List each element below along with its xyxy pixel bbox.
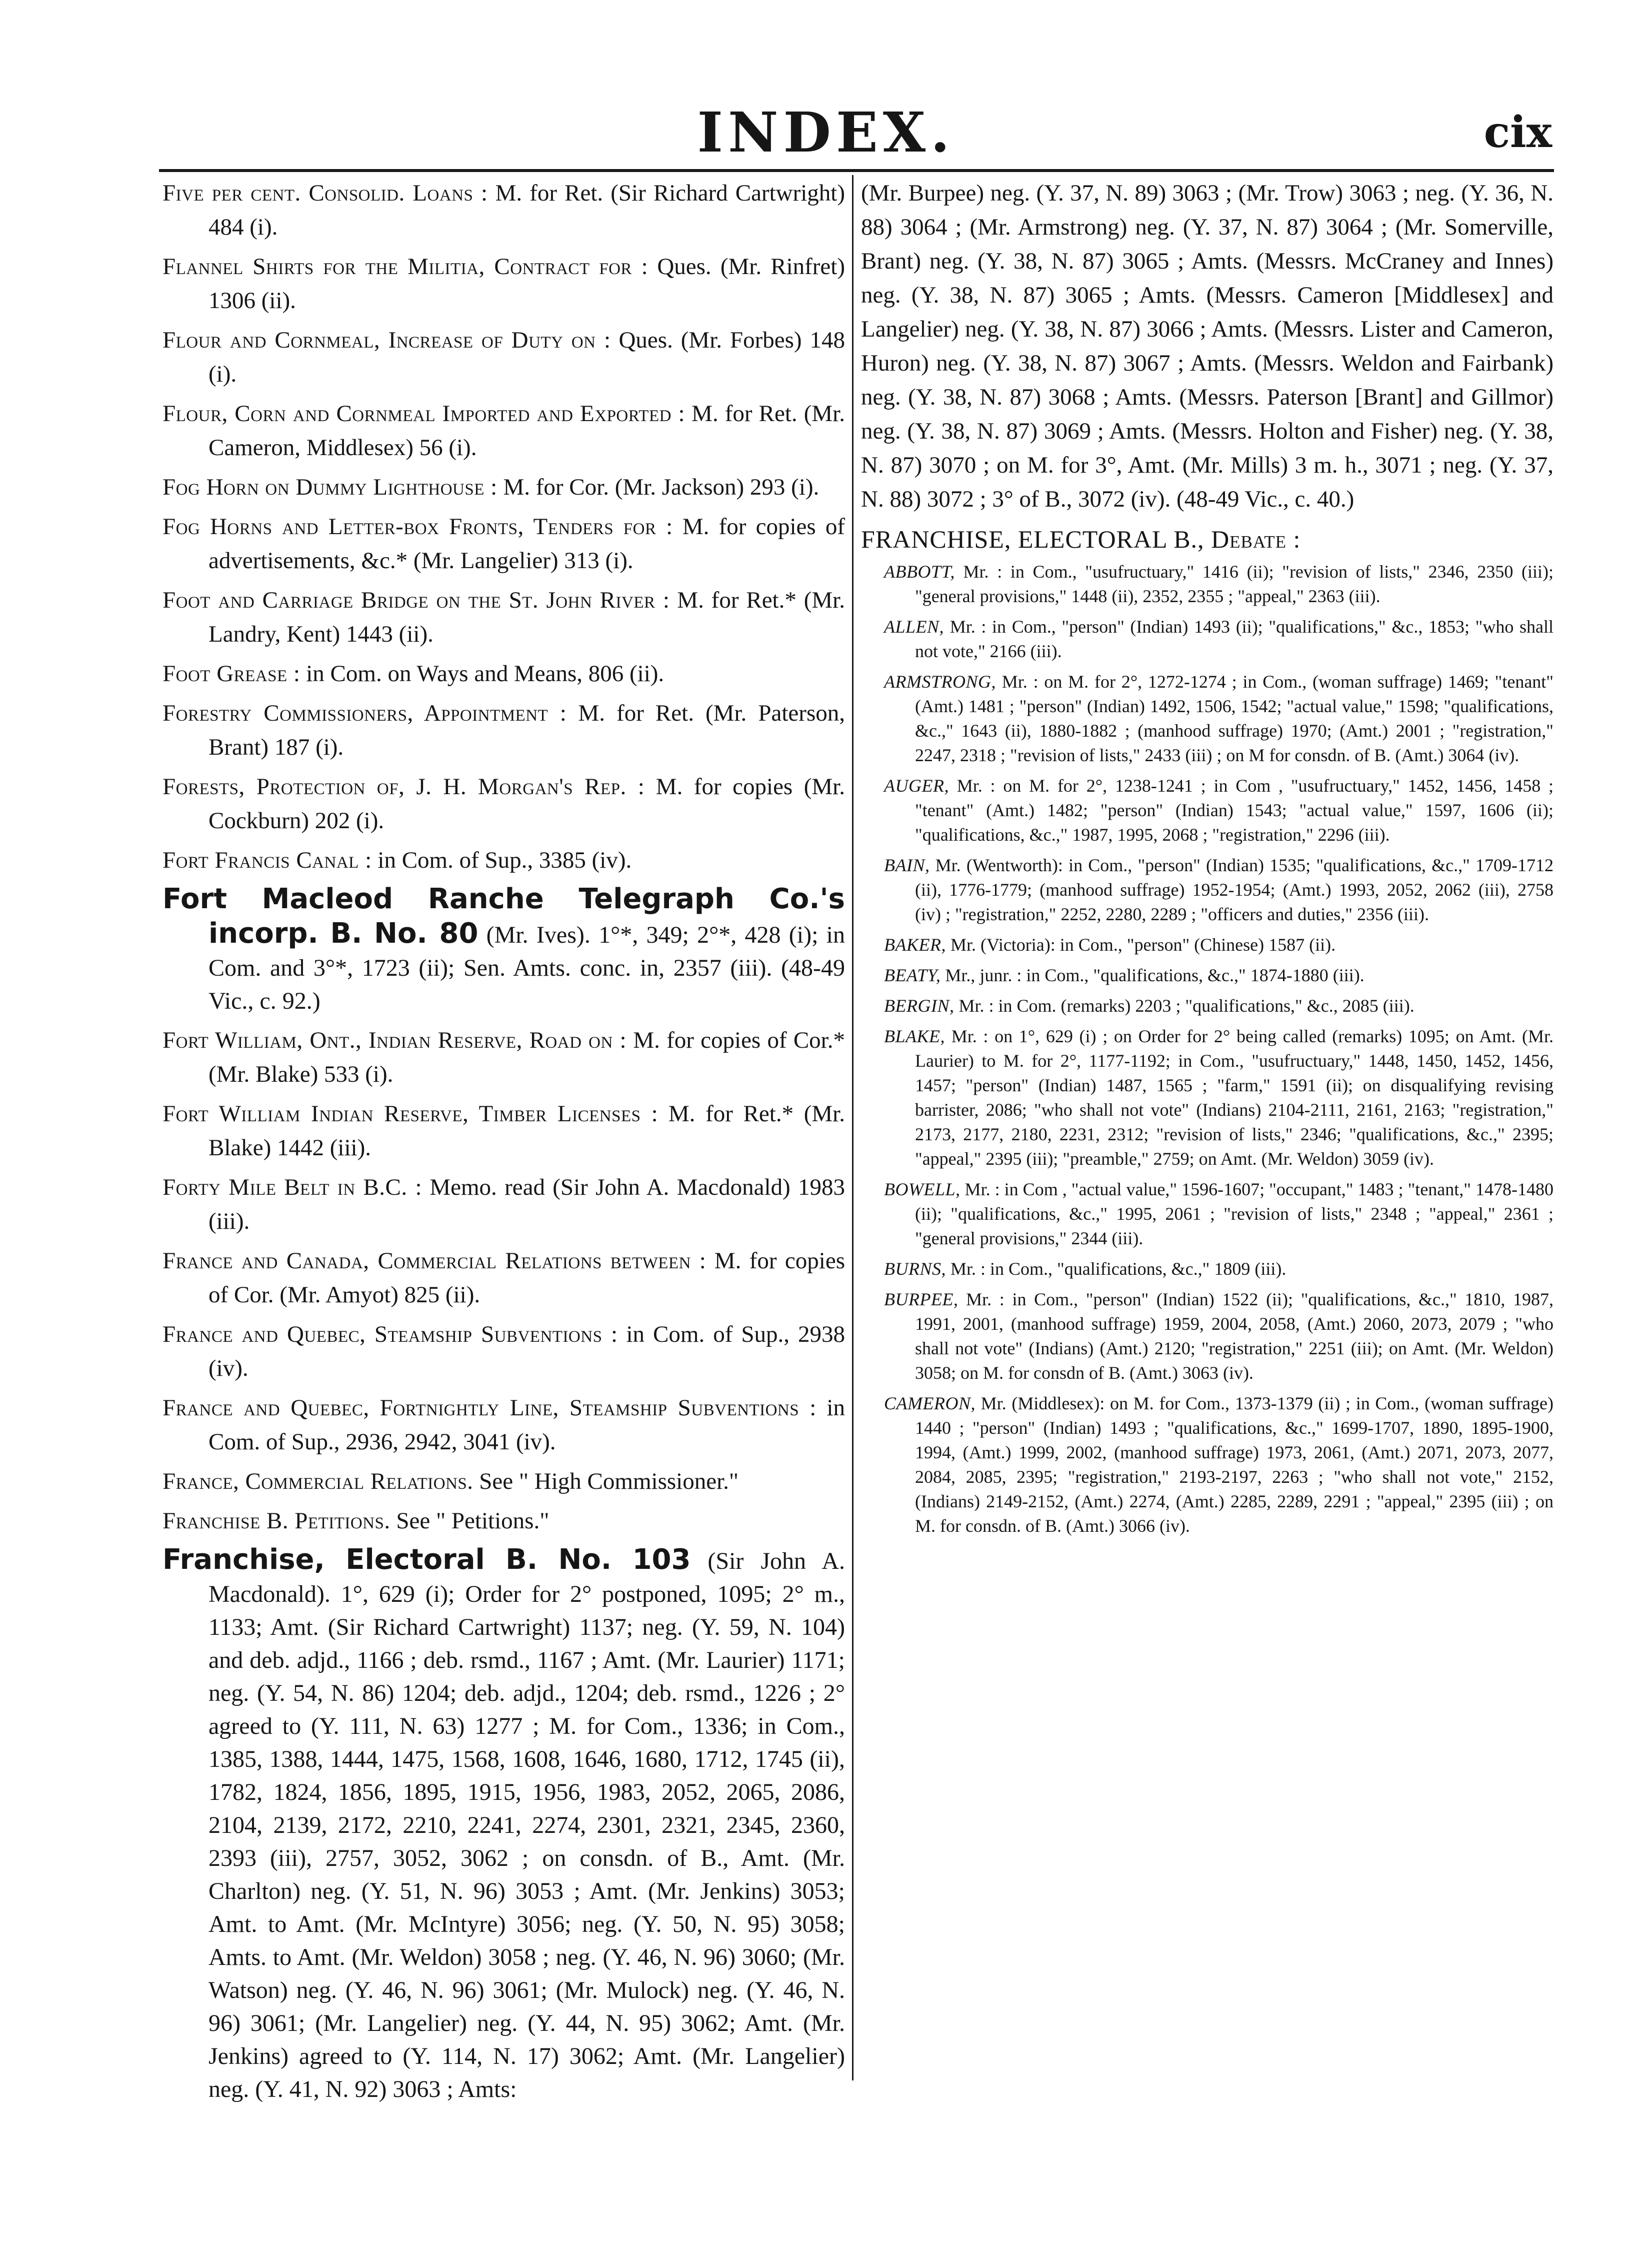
entry-text: Ques. (Mr. Forbes) 148 (i).	[208, 327, 846, 387]
speaker-entry	[861, 1391, 1554, 1538]
entry-text: M. for Ret. (Sir Richard Cartwright) 484 (i).	[208, 180, 846, 240]
index-entry	[162, 843, 845, 877]
index-entry	[162, 1170, 845, 1238]
entry-heading: Forty Mile Belt in B.C. :	[162, 1174, 422, 1200]
speaker-refs: Mr. : in Com., "usufructuary," 1416 (ii); "revision of lists," 2346, 2350 (iii); "general provisions," 1448 (ii), 2352, 2355 ; "appeal," 2363 (iii).	[915, 562, 1554, 606]
speaker-refs: Mr. : in Com., "person" (Indian) 1522 (ii); "qualifications, &c.," 1810, 1987, 1991, 2001, (manhood suffrage) 1959, 2004, 2058, (Amt.) 2060, 2073, 2079 ; "who shall not vote" (Indians) (Amt.) 2120; "registration," 2251 (iii); on Amt. (Mr. Weldon) 3058; on M. for consdn of B. (Amt.) 3063 (iv).	[915, 1289, 1554, 1383]
speaker-name: ABBOTT,	[884, 562, 955, 582]
entry-text: M. for copies of advertisements, &c.* (Mr. Langelier) 313 (i).	[208, 514, 845, 574]
speaker-refs: Mr. : in Com., "person" (Indian) 1493 (ii); "qualifications," &c., 1853; "who shall not vote," 2166 (iii).	[915, 617, 1554, 661]
entry-text: M. for Cor. (Mr. Jackson) 293 (i).	[497, 474, 820, 500]
speaker-refs: Mr. : on 1°, 629 (i) ; on Order for 2° being called (remarks) 1095; on Amt. (Mr. Laurier) to M. for 2°, 1177-1192; in Com., "usufructuary," 1448, 1450, 1452, 1456, 1457; "person" (Indian) 1487, 1565 ; "farm," 1591 (ii); on disqualifying revising barrister, 2086; "who shall not vote" (Indians) 2104-2111, 2161, 2163; "registration," 2173, 2177, 2180, 2231, 2312; "revision of lists," 2346; "qualifications, &c.," 2395; "appeal," 2395 (iii); "preamble," 2759; on Amt. (Mr. Weldon) 3059 (iv).	[915, 1026, 1554, 1169]
page-number: cix	[1484, 107, 1552, 158]
speaker-name: BLAKE,	[884, 1026, 946, 1046]
index-entry	[162, 1464, 845, 1498]
entry-heading: Fort William, Ont., Indian Reserve, Road on :	[162, 1027, 627, 1053]
entry-text: (Sir John A. Macdonald). 1°, 629 (i); Order for 2° postponed, 1095; 2° m., 1133; Amt. (Sir Richard Cartwright) 1137; neg. (Y. 59, N. 104) and deb. adjd., 1166 ; deb. rsmd., 1167 ; Amt. (Mr. Laurier) 1171; neg. (Y. 54, N. 86) 1204; deb. adjd., 1204; deb. rsmd., 1226 ; 2° agreed to (Y. 111, N. 63) 1277 ; M. for Com., 1336; in Com., 1385, 1388, 1444, 1475, 1568, 1608, 1646, 1680, 1712, 1745 (ii), 1782, 1824, 1856, 1895, 1915, 1956, 1983, 2052, 2065, 2086, 2104, 2139, 2172, 2210, 2241, 2274, 2301, 2321, 2345, 2360, 2393 (iii), 2757, 3052, 3062 ; on consdn. of B., Amt. (Mr. Charlton) neg. (Y. 51, N. 96) 3053 ; Amt. (Mr. Jenkins) 3053; Amt. to Amt. (Mr. McIntyre) 3056; neg. (Y. 50, N. 95) 3058; Amts. to Amt. (Mr. Weldon) 3058 ; neg. (Y. 46, N. 96) 3060; (Mr. Watson) neg. (Y. 46, N. 96) 3061; (Mr. Mulock) neg. (Y. 46, N. 96) 3061; (Mr. Langelier) neg. (Y. 44, N. 95) 3062; Amt. (Mr. Jenkins) agreed to (Y. 114, N. 17) 3062; Amt. (Mr. Langelier) neg. (Y. 41, N. 92) 3063 ; Amts:	[208, 1548, 845, 2102]
speaker-entry	[861, 670, 1554, 768]
entry-heading: France and Quebec, Steamship Subventions :	[162, 1321, 618, 1347]
entry-text: in Com. of Sup., 2936, 2942, 3041 (iv).	[208, 1395, 845, 1455]
entry-text: M. for copies of Cor.* (Mr. Blake) 533 (i).	[208, 1027, 845, 1087]
index-entry	[162, 1023, 845, 1091]
index-entry	[162, 1097, 845, 1165]
page-header	[0, 100, 1652, 170]
index-entry	[162, 323, 845, 391]
index-entry	[162, 510, 845, 578]
entry-heading: Forests, Protection of, J. H. Morgan's Rep. :	[162, 774, 645, 800]
speaker-entry	[861, 994, 1554, 1018]
entry-heading: Fog Horns and Letter-box Fronts, Tenders for :	[162, 514, 673, 540]
speaker-refs: Mr., junr. : in Com., "qualifications, &c.," 1874-1880 (iii).	[940, 965, 1364, 985]
index-entry	[162, 470, 845, 504]
speaker-name: BURNS,	[884, 1259, 946, 1279]
index-entry-bill	[162, 883, 845, 1018]
entry-text: See " Petitions."	[390, 1508, 550, 1534]
speaker-entry	[861, 1257, 1554, 1281]
speaker-entry	[861, 853, 1554, 927]
entry-text: M. for Ret.* (Mr. Blake) 1442 (iii).	[208, 1101, 845, 1161]
entry-text: Memo. read (Sir John A. Macdonald) 1983 (iii).	[208, 1174, 845, 1234]
continued-entry-text: (Mr. Burpee) neg. (Y. 37, N. 89) 3063 ; (Mr. Trow) 3063 ; neg. (Y. 36, N. 88) 3064 ; (Mr. Armstrong) neg. (Y. 37, N. 87) 3064 ; (Mr. Somerville, Brant) neg. (Y. 38, N. 87) 3065 ; Amts. (Messrs. McCraney and Innes) neg. (Y. 38, N. 87) 3065 ; Amts. (Messrs. Cameron [Middlesex] and Langelier) neg. (Y. 38, N. 87) 3066 ; Amts. (Messrs. Lister and Cameron, Huron) neg. (Y. 38, N. 87) 3067 ; Amts. (Messrs. Weldon and Fairbank) neg. (Y. 38, N. 87) 3068 ; Amts. (Messrs. Paterson [Brant] and Gillmor) neg. (Y. 38, N. 87) 3069 ; Amts. (Messrs. Holton and Fisher) neg. (Y. 38, N. 87) 3070 ; on M. for 3°, Amt. (Mr. Mills) 3 m. h., 3071 ; neg. (Y. 37, N. 88) 3072 ; 3° of B., 3072 (iv). (48-49 Vic., c. 40.)	[861, 180, 1554, 512]
entry-heading: Franchise, Electoral B. No. 103	[162, 1543, 691, 1576]
speaker-entry	[861, 933, 1554, 957]
entry-heading: France and Canada, Commercial Relations between :	[162, 1248, 706, 1274]
entry-text: Ques. (Mr. Rinfret) 1306 (ii).	[208, 254, 846, 314]
entry-text: M. for Ret. (Mr. Cameron, Middlesex) 56 (i).	[208, 401, 845, 461]
speaker-refs: Mr. : in Com , "actual value," 1596-1607; "occupant," 1483 ; "tenant," 1478-1480 (ii); "qualifications, &c.," 1995, 2061 ; "revision of lists," 2348 ; "appeal," 2361 ; "general provisions," 2344 (iii).	[915, 1179, 1554, 1248]
left-column	[162, 176, 845, 2111]
entry-text: M. for copies (Mr. Cockburn) 202 (i).	[208, 774, 845, 834]
entry-text: M. for Ret.* (Mr. Landry, Kent) 1443 (ii).	[208, 587, 845, 647]
section-suffix: Debate :	[1204, 525, 1301, 553]
speaker-name: BAKER,	[884, 935, 946, 955]
header-rule	[159, 169, 1554, 172]
speaker-name: CAMERON,	[884, 1393, 976, 1413]
entry-text: in Com. on Ways and Means, 806 (ii).	[300, 661, 664, 687]
entry-heading: Five per cent. Consolid. Loans :	[162, 180, 488, 206]
speaker-entry	[861, 1024, 1554, 1171]
index-entry	[162, 657, 845, 691]
entry-text: M. for Ret. (Mr. Paterson, Brant) 187 (i).	[208, 700, 845, 760]
speaker-name: AUGER,	[884, 776, 949, 796]
speaker-name: BOWELL,	[884, 1179, 960, 1199]
speaker-name: BERGIN,	[884, 996, 954, 1016]
entry-heading: France and Quebec, Fortnightly Line, Steamship Subventions :	[162, 1395, 816, 1421]
speaker-refs: Mr. : on M. for 2°, 1238-1241 ; in Com , "usufructuary," 1452, 1456, 1458 ; "tenant" (Amt.) 1482; "person" (Indian) 1543; "actual value," 1597, 1606 (ii); "qualifications, &c.," 1987, 1995, 2068 ; "registration," 2296 (iii).	[915, 776, 1554, 845]
entry-heading: Flour and Cornmeal, Increase of Duty on :	[162, 327, 611, 353]
speaker-name: ARMSTRONG,	[884, 672, 996, 692]
speaker-refs: Mr. (Wentworth): in Com., "person" (Indian) 1535; "qualifications, &c.," 1709-1712 (ii), 1776-1779; (manhood suffrage) 1952-1954; (Amt.) 1993, 2052, 2062 (iii), 2758 (iv) ; "registration," 2252, 2280, 2289 ; "officers and duties," 2356 (iii).	[915, 855, 1554, 924]
speaker-name: BAIN,	[884, 855, 930, 875]
entry-heading: Foot Grease :	[162, 661, 300, 687]
entry-heading: Flannel Shirts for the Militia, Contract for :	[162, 254, 648, 280]
speaker-name: BEATY,	[884, 965, 941, 985]
entry-heading: Fort Francis Canal :	[162, 847, 372, 873]
speaker-refs: Mr. : in Com. (remarks) 2203 ; "qualifications," &c., 2085 (iii).	[954, 996, 1414, 1016]
speaker-entry	[861, 1177, 1554, 1251]
index-entry	[162, 696, 845, 764]
entry-heading: France, Commercial Relations.	[162, 1468, 474, 1494]
index-entry	[162, 1244, 845, 1312]
entry-text: in Com. of Sup., 3385 (iv).	[372, 847, 632, 873]
speaker-refs: Mr. (Middlesex): on M. for Com., 1373-1379 (ii) ; in Com., (woman suffrage) 1440 ; "person" (Indian) 1493 ; "qualifications, &c.," 1699-1707, 1890, 1895-1900, 1994, (Amt.) 1999, 2002, (manhood suffrage) 1973, 2061, (Amt.) 2071, 2073, 2077, 2084, 2085, 2395; "registration," 2193-2197, 2263 ; "who shall not vote," 2152, (Indians) 2149-2152, (Amt.) 2274, (Amt.) 2285, 2289, 2291 ; "appeal," 2395 (iii) ; on M. for consdn. of B. (Amt.) 3066 (iv).	[915, 1393, 1554, 1536]
entry-text: in Com. of Sup., 2938 (iv).	[208, 1321, 845, 1381]
speaker-refs: Mr. : in Com., "qualifications, &c.," 1809 (iii).	[946, 1259, 1286, 1279]
entry-text: See " High Commissioner."	[473, 1468, 739, 1494]
entry-heading: Flour, Corn and Cornmeal Imported and Exported :	[162, 401, 686, 427]
entry-heading: Foot and Carriage Bridge on the St. John River :	[162, 587, 670, 613]
index-entry-bill	[162, 1543, 845, 2106]
speaker-entry	[861, 774, 1554, 847]
speaker-entry	[861, 615, 1554, 664]
speaker-refs: Mr. (Victoria): in Com., "person" (Chinese) 1587 (ii).	[946, 935, 1336, 955]
speaker-name: BURPEE,	[884, 1289, 958, 1309]
entry-heading: Franchise B. Petitions.	[162, 1508, 390, 1534]
index-entry	[162, 250, 845, 318]
index-entry	[162, 1391, 845, 1459]
index-entry	[162, 397, 845, 465]
entry-heading: Fort William Indian Reserve, Timber Licenses :	[162, 1101, 658, 1127]
entry-heading: Fort Macleod Ranche Telegraph Co.'s incorp. B. No. 80	[162, 883, 845, 950]
speaker-entry	[861, 1287, 1554, 1385]
entry-text: (Mr. Ives). 1°*, 349; 2°*, 428 (i); in Com. and 3°*, 1723 (ii); Sen. Amts. conc. in, 2357 (iii). (48-49 Vic., c. 92.)	[208, 922, 845, 1014]
index-entry	[162, 1504, 845, 1538]
entry-heading: Fog Horn on Dummy Lighthouse :	[162, 474, 498, 500]
right-column	[861, 176, 1554, 1544]
page-title: INDEX.	[697, 100, 955, 165]
speaker-refs: Mr. : on M. for 2°, 1272-1274 ; in Com., (woman suffrage) 1469; "tenant" (Amt.) 1481 ; "person" (Indian) 1492, 1506, 1542; "actual value," 1598; "qualifications, &c.," 1643 (ii), 1880-1882 ; (manhood suffrage) 1970; (Amt.) 2001 ; "registration," 2247, 2318 ; "revision of lists," 2433 (iii) ; on M for consdn. of B. (Amt.) 3064 (iv).	[915, 672, 1554, 765]
entry-text: M. for copies of Cor. (Mr. Amyot) 825 (ii).	[208, 1248, 846, 1308]
speaker-entry	[861, 560, 1554, 609]
entry-heading: Forestry Commissioners, Appointment :	[162, 700, 567, 726]
section-title: FRANCHISE, ELECTORAL B.,	[861, 525, 1204, 553]
column-divider	[852, 175, 854, 2080]
speaker-name: ALLEN,	[884, 617, 944, 637]
speaker-entry	[861, 963, 1554, 988]
section-heading	[861, 522, 1554, 557]
index-entry	[162, 176, 845, 244]
index-entry	[162, 583, 845, 651]
index-entry	[162, 1317, 845, 1385]
index-entry	[162, 770, 845, 838]
